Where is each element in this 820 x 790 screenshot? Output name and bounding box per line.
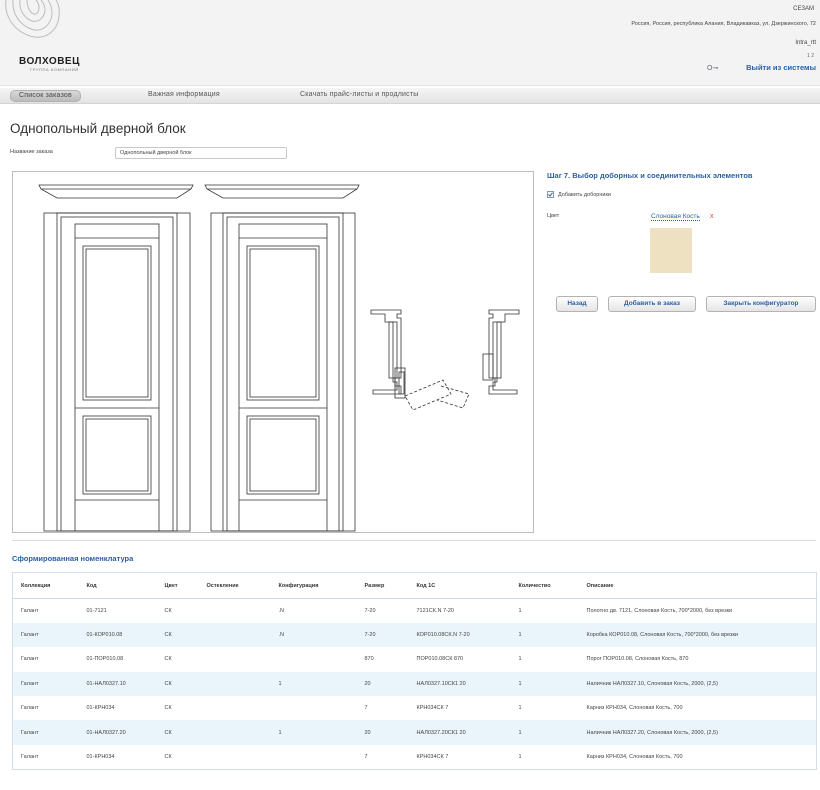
add-extensions-checkbox[interactable]	[547, 191, 554, 198]
table-row	[13, 745, 817, 769]
table-cell: 1	[511, 720, 579, 744]
table-cell: Галант	[13, 623, 79, 647]
table-cell: Наличник НАЛ0327.20, Слоновая Кость, 2000, (2,5)	[579, 720, 817, 744]
table-cell: Галант	[13, 647, 79, 671]
table-row	[13, 720, 817, 744]
door-right-upper-panel	[247, 246, 319, 400]
table-cell: Галант	[13, 599, 79, 623]
table-cell: СК	[157, 720, 199, 744]
table-cell	[271, 647, 357, 671]
table-cell: ПОР010.08СК 870	[409, 647, 511, 671]
table-cell	[271, 745, 357, 769]
table-row	[13, 647, 817, 671]
table-cell: Наличник НАЛ0327.10, Слоновая Кость, 2000, (2,5)	[579, 672, 817, 696]
col-collection-header: Коллекция	[13, 573, 79, 599]
col-code1c-header: Код 1С	[409, 573, 511, 599]
col-size-header: Размер	[357, 573, 409, 599]
cornice-left	[39, 185, 193, 198]
table-cell: 1	[511, 623, 579, 647]
table-cell: КОР010.08СК.N 7-20	[409, 623, 511, 647]
wood-rings-logo-icon	[2, 0, 62, 42]
table-row	[13, 696, 817, 720]
table-cell: Порог ПОР010.08, Слоновая Кость, 870	[579, 647, 817, 671]
table-cell	[199, 720, 271, 744]
door-drawing-panel	[12, 171, 534, 533]
color-value-link[interactable]: Слоновая Кость	[651, 213, 700, 220]
tab-download-prices[interactable]: Скачать прайс-листы и продлисты	[300, 91, 419, 98]
table-cell: СК	[157, 696, 199, 720]
order-name-label: Название заказа	[10, 149, 53, 155]
table-cell: СК	[157, 745, 199, 769]
col-code-header: Код	[79, 573, 157, 599]
tab-orders-list[interactable]: Список заказов	[10, 90, 81, 102]
table-cell: КРН034СК 7	[409, 745, 511, 769]
table-cell: НАЛ0327.10СК1 20	[409, 672, 511, 696]
page-title: Однопольный дверной блок	[10, 121, 186, 136]
table-cell: 1	[271, 720, 357, 744]
table-cell: СК	[157, 647, 199, 671]
col-quantity-header: Количество	[511, 573, 579, 599]
door-left-upper-panel	[83, 246, 151, 400]
table-cell: 7121СК.N 7-20	[409, 599, 511, 623]
table-cell: Карниз КРН034, Слоновая Кость, 700	[579, 696, 817, 720]
table-cell: НАЛ0327.20СК1 20	[409, 720, 511, 744]
table-cell: 1	[511, 696, 579, 720]
nomenclature-table	[12, 572, 817, 770]
table-cell: КРН034СК 7	[409, 696, 511, 720]
table-cell: 01-7121	[79, 599, 157, 623]
page-numbers: 1 2	[807, 53, 814, 59]
door-right-casing	[211, 213, 355, 531]
table-cell: 01-НАЛ0327.20	[79, 720, 157, 744]
table-cell: 7-20	[357, 599, 409, 623]
door-right-lower-panel	[247, 416, 319, 494]
table-cell: 7-20	[357, 623, 409, 647]
table-row	[13, 672, 817, 696]
table-cell: 870	[357, 647, 409, 671]
table-row	[13, 599, 817, 623]
logo-subtitle: ГРУППА КОМПАНИЙ	[30, 67, 79, 72]
add-extensions-label: Добавить доборники	[558, 192, 611, 198]
frame-profile-right	[483, 310, 519, 394]
table-cell: Галант	[13, 672, 79, 696]
col-configuration-header: Конфигурация	[271, 573, 357, 599]
tab-important-info[interactable]: Важная информация	[148, 91, 220, 98]
cornice-right	[205, 185, 359, 198]
user-login: Intra_rtt	[795, 40, 816, 46]
table-cell: .N	[271, 623, 357, 647]
add-to-order-button[interactable]: Добавить в заказ	[608, 296, 696, 312]
table-header-row	[13, 573, 817, 599]
table-cell: СК	[157, 623, 199, 647]
color-swatch[interactable]	[650, 228, 692, 273]
table-cell	[199, 745, 271, 769]
table-cell: 01-КРН034	[79, 745, 157, 769]
table-cell: 01-КОР010.08	[79, 623, 157, 647]
table-cell: 01-ПОР010.08	[79, 647, 157, 671]
table-cell: Галант	[13, 720, 79, 744]
table-cell: Галант	[13, 745, 79, 769]
main-nav	[0, 88, 820, 104]
table-cell: 20	[357, 720, 409, 744]
door-left-casing	[44, 213, 190, 531]
company-name: СЕЗАМ	[793, 6, 814, 12]
table-cell: СК	[157, 599, 199, 623]
table-row	[13, 623, 817, 647]
table-cell: 01-КРН034	[79, 696, 157, 720]
table-cell: 1	[511, 745, 579, 769]
table-cell	[271, 696, 357, 720]
table-cell: Коробка КОР010.08, Слоновая Кость, 700*2000, без врезки	[579, 623, 817, 647]
table-cell	[199, 696, 271, 720]
table-cell: Галант	[13, 696, 79, 720]
door-drawing	[13, 172, 533, 532]
table-cell: .N	[271, 599, 357, 623]
door-left-lower-panel	[83, 416, 151, 494]
checkmark-icon	[548, 192, 553, 197]
table-cell: 1	[511, 672, 579, 696]
company-address: Россия, Россия, республика Алания, Владикавказ, ул. Дзержинского, 72	[631, 21, 816, 27]
table-cell	[199, 599, 271, 623]
nomenclature-title: Сформированная номенклатура	[12, 554, 134, 563]
door-leaf-swing	[405, 380, 469, 410]
color-label: Цвет	[547, 213, 560, 219]
close-configurator-button[interactable]: Закрыть конфигуратор	[706, 296, 816, 312]
table-cell: 1	[511, 599, 579, 623]
back-button[interactable]: Назад	[556, 296, 598, 312]
table-cell: 1	[271, 672, 357, 696]
table-cell: 7	[357, 745, 409, 769]
table-cell: 7	[357, 696, 409, 720]
table-cell: 01-НАЛ0327.10	[79, 672, 157, 696]
table-cell	[199, 623, 271, 647]
remove-color-icon[interactable]: x	[710, 213, 714, 220]
frame-profile-left	[371, 310, 405, 398]
table-cell: 1	[511, 647, 579, 671]
col-glazing-header: Остекление	[199, 573, 271, 599]
header	[0, 0, 820, 86]
table-cell	[199, 672, 271, 696]
table-cell: 20	[357, 672, 409, 696]
logo-name: ВОЛХОВЕЦ	[19, 56, 80, 67]
table-cell: СК	[157, 672, 199, 696]
col-color-header: Цвет	[157, 573, 199, 599]
table-cell: Полотно дв. 7121, Слоновая Кость, 700*2000, без врезки	[579, 599, 817, 623]
table-cell	[199, 647, 271, 671]
table-cell: Карниз КРН034, Слоновая Кость, 700	[579, 745, 817, 769]
col-description-header: Описание	[579, 573, 817, 599]
step-title: Шаг 7. Выбор доборных и соединительных элементов	[547, 171, 753, 180]
key-icon: O⊸	[707, 65, 719, 72]
order-name-input[interactable]	[115, 147, 287, 159]
logout-link[interactable]: Выйти из системы	[746, 63, 816, 72]
divider	[12, 540, 816, 541]
